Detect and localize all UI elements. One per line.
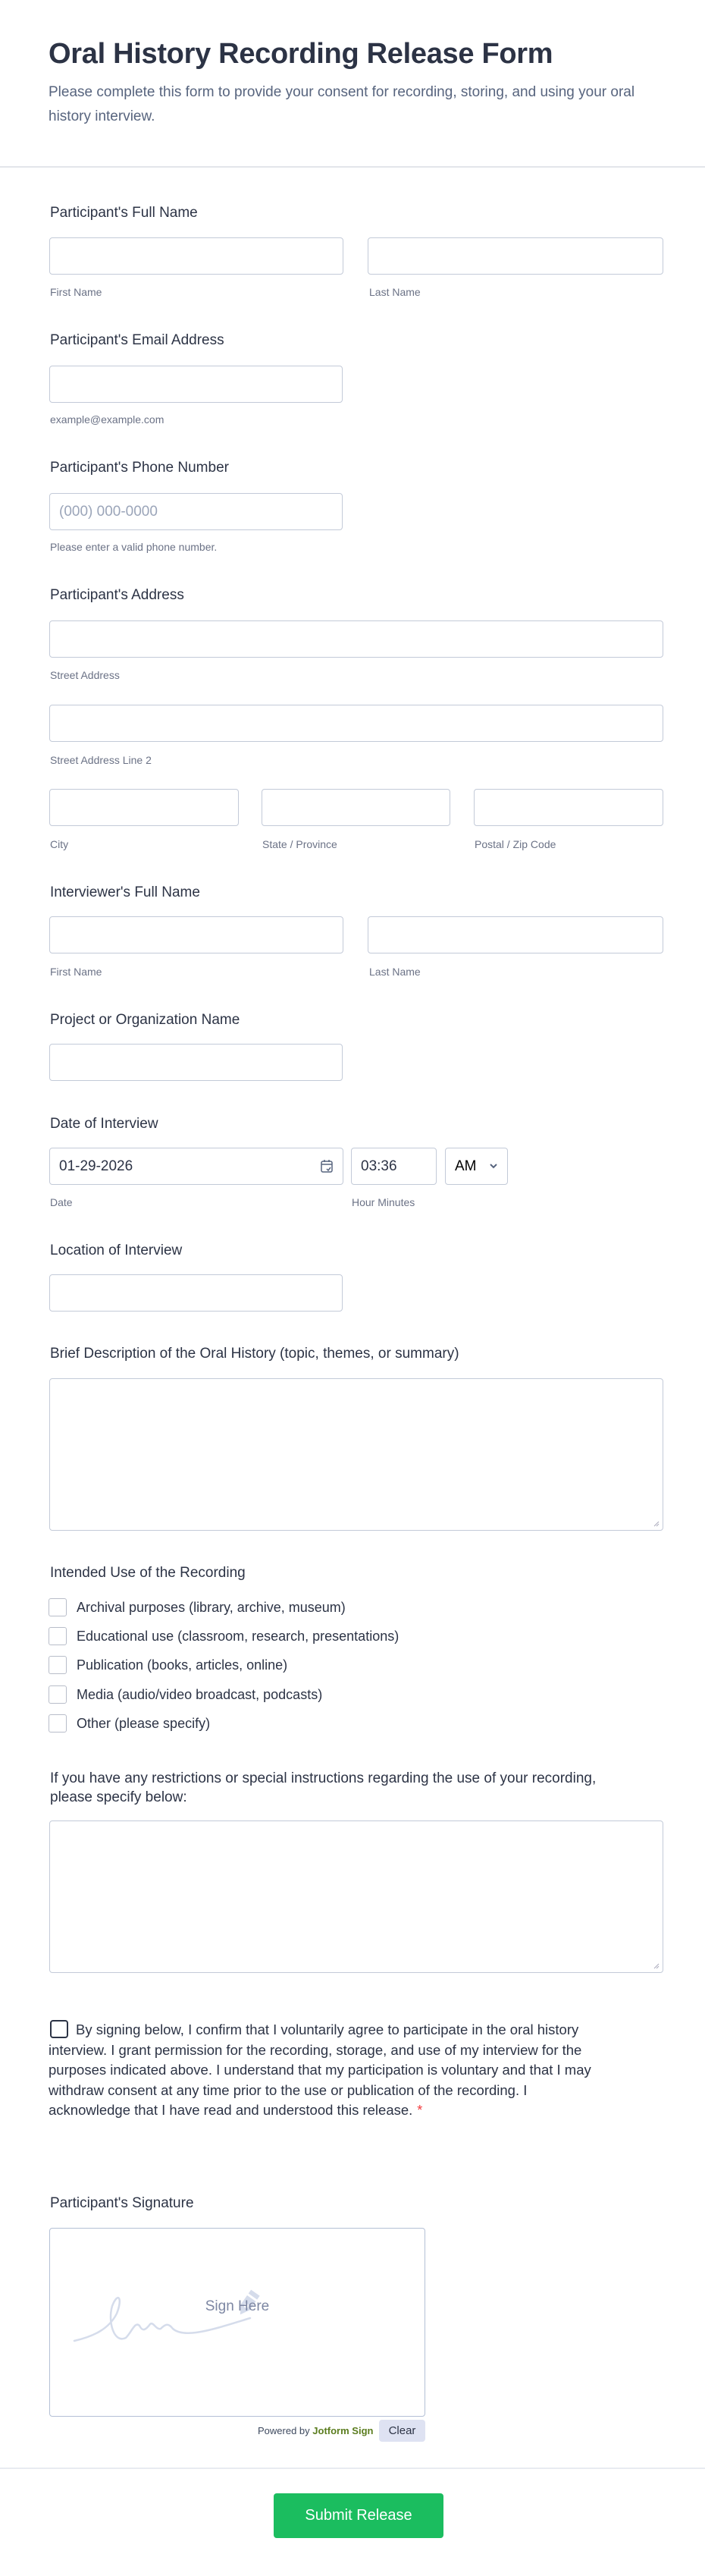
checkbox[interactable] <box>49 1656 67 1674</box>
checkbox-option-educational[interactable] <box>49 1626 399 1646</box>
postal-zip-input[interactable] <box>474 789 663 826</box>
city-sublabel: City <box>50 838 69 850</box>
date-value: 01-29-2026 <box>59 1158 133 1174</box>
date-sublabel: Date <box>50 1196 73 1208</box>
street-address-sublabel: Street Address <box>50 669 120 681</box>
footer-divider <box>0 2468 705 2469</box>
interviewer-name-label: Interviewer's Full Name <box>50 884 200 900</box>
checkbox-label: Archival purposes (library, archive, museum) <box>77 1599 346 1615</box>
intended-use-label: Intended Use of the Recording <box>50 1565 246 1581</box>
participant-first-name-sublabel: First Name <box>50 286 102 298</box>
checkbox-label: Other (please specify) <box>77 1715 211 1731</box>
interview-date-label: Date of Interview <box>50 1116 158 1132</box>
checkbox-label: Educational use (classroom, research, presentations) <box>77 1628 400 1644</box>
participant-email-sublabel: example@example.com <box>50 413 164 426</box>
time-sublabel: Hour Minutes <box>352 1196 415 1208</box>
participant-phone-sublabel: Please enter a valid phone number. <box>50 541 218 553</box>
time-value: 03:36 <box>361 1158 397 1174</box>
required-asterisk: * <box>417 2103 423 2118</box>
ampm-select[interactable] <box>445 1148 508 1185</box>
street-address-line2-input[interactable] <box>49 705 663 742</box>
project-name-input[interactable] <box>49 1044 343 1081</box>
powered-by-prefix: Powered by <box>258 2425 310 2436</box>
checkbox-option-archival[interactable] <box>49 1597 346 1617</box>
participant-phone-input[interactable] <box>49 493 343 530</box>
phone-placeholder: (000) 000-0000 <box>59 504 158 520</box>
calendar-icon[interactable] <box>320 1158 334 1177</box>
participant-first-name-input[interactable] <box>49 237 343 275</box>
street-address-line2-sublabel: Street Address Line 2 <box>50 754 152 766</box>
participant-email-label: Participant's Email Address <box>50 332 224 348</box>
consent-checkbox[interactable] <box>50 2020 68 2038</box>
participant-last-name-sublabel: Last Name <box>369 286 421 298</box>
signature-pad[interactable] <box>49 2228 425 2417</box>
description-textarea[interactable] <box>49 1378 663 1531</box>
consent-text: By signing below, I confirm that I voluntarily agree to participate in the oral history interview. I grant permission for the recording, storage, and use of my interview for the purposes indicated above. I understand that my participation is voluntary and that I may withdraw consent at any time prior to the use or publication of the recording. I acknowledge that I have read and understood this release. <box>49 2022 591 2118</box>
signature-placeholder: Sign Here <box>205 2298 270 2314</box>
interviewer-first-name-input[interactable] <box>49 916 343 953</box>
time-input[interactable] <box>351 1148 437 1185</box>
participant-name-label: Participant's Full Name <box>50 205 198 221</box>
state-province-sublabel: State / Province <box>262 838 337 850</box>
checkbox[interactable] <box>49 1598 67 1616</box>
checkbox[interactable] <box>49 1627 67 1645</box>
street-address-input[interactable] <box>49 620 663 658</box>
participant-email-input[interactable] <box>49 366 343 403</box>
submit-button[interactable]: Submit Release <box>274 2493 443 2538</box>
participant-last-name-input[interactable] <box>368 237 663 275</box>
postal-zip-sublabel: Postal / Zip Code <box>475 838 556 850</box>
description-label: Brief Description of the Oral History (topic, themes, or summary) <box>50 1346 459 1362</box>
checkbox[interactable] <box>49 1685 67 1704</box>
clear-signature-button[interactable]: Clear <box>379 2420 425 2442</box>
resize-handle-icon[interactable] <box>653 1963 660 1969</box>
checkbox-label: Media (audio/video broadcast, podcasts) <box>77 1686 323 1702</box>
checkbox-option-publication[interactable] <box>49 1655 287 1675</box>
ampm-value: AM <box>455 1158 477 1174</box>
powered-by <box>258 2425 373 2436</box>
form-title: Oral History Recording Release Form <box>49 38 553 70</box>
interviewer-last-name-sublabel: Last Name <box>369 966 421 978</box>
restrictions-label: If you have any restrictions or special instructions regarding the use of your recording, please specify below: <box>50 1770 597 1805</box>
interviewer-last-name-input[interactable] <box>368 916 663 953</box>
checkbox-option-media[interactable] <box>49 1685 322 1704</box>
consent-block <box>49 2020 594 2121</box>
checkbox-label: Publication (books, articles, online) <box>77 1657 288 1673</box>
participant-address-label: Participant's Address <box>50 587 184 603</box>
checkbox[interactable] <box>49 1714 67 1733</box>
participant-phone-label: Participant's Phone Number <box>50 460 229 476</box>
interview-location-input[interactable] <box>49 1274 343 1312</box>
project-name-label: Project or Organization Name <box>50 1012 240 1028</box>
resize-handle-icon[interactable] <box>653 1521 660 1527</box>
checkbox-option-other[interactable] <box>49 1714 210 1733</box>
state-province-input[interactable] <box>262 789 450 826</box>
signature-label: Participant's Signature <box>50 2195 194 2211</box>
form-subtitle: Please complete this form to provide your consent for recording, storing, and using your oral history interview. <box>49 84 635 124</box>
header-divider <box>0 166 705 168</box>
date-input[interactable] <box>49 1148 343 1185</box>
city-input[interactable] <box>49 789 239 826</box>
interview-location-label: Location of Interview <box>50 1242 183 1258</box>
chevron-down-icon <box>489 1161 498 1174</box>
interviewer-first-name-sublabel: First Name <box>50 966 102 978</box>
restrictions-textarea[interactable] <box>49 1820 663 1973</box>
powered-by-brand[interactable]: Jotform Sign <box>312 2425 374 2436</box>
